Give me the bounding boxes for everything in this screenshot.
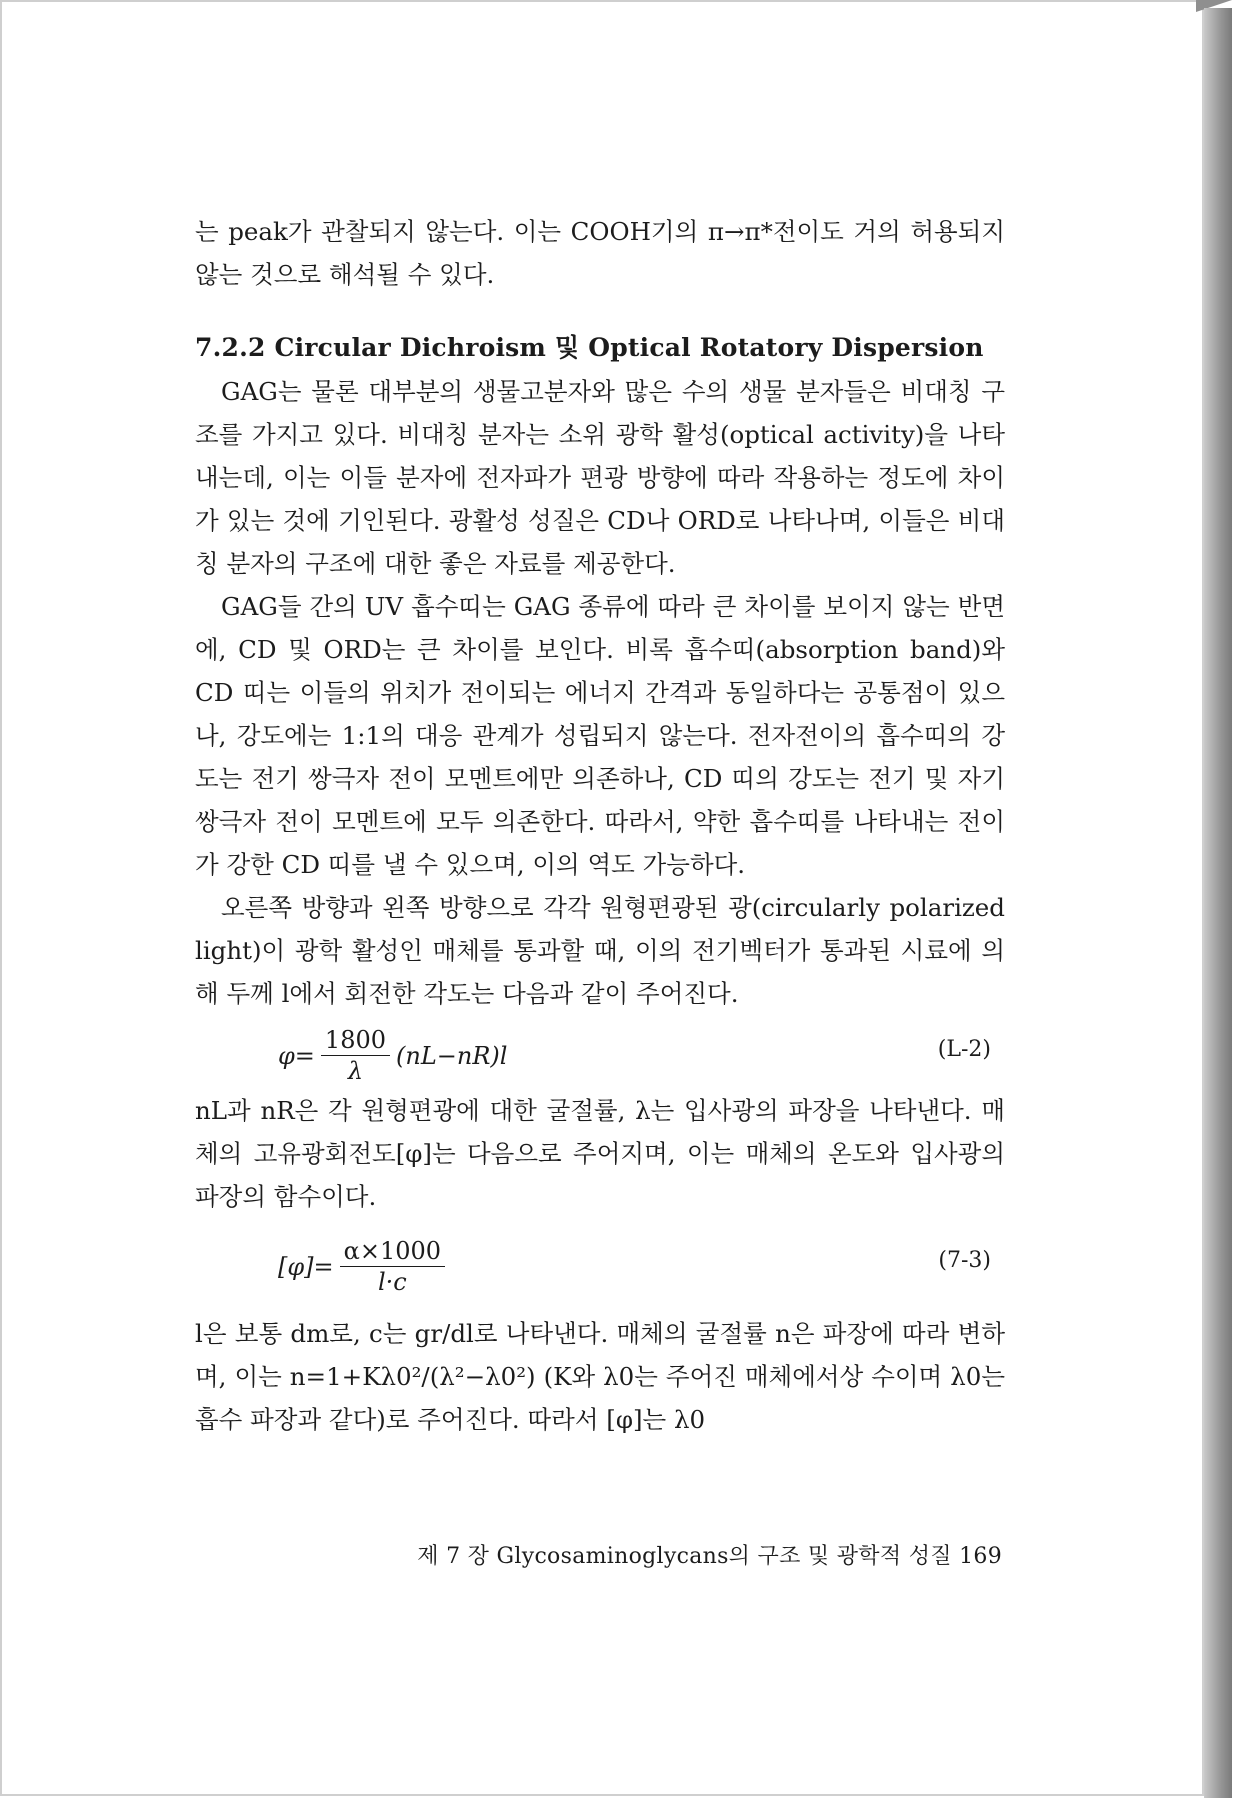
eq1-lhs: φ=	[278, 1041, 315, 1070]
paragraph-cd-ord: GAG들 간의 UV 흡수띠는 GAG 종류에 따라 큰 차이를 보이지 않는 반면에, CD 및 ORD는 큰 차이를 보인다. 비록 흡수띠(absorption band)와 CD 띠는 이들의 위치가 전이되는 에너지 간격과 동일하다는 공통점이 있으나, 강도에는 1:1의 대응 관계가 성립되지 않는다. 전자전이의 흡수띠의 강도는 전기 쌍극자 전이 모멘트에만 의존하나, CD 띠의 강도는 전기 및 자기 쌍극자 전이 모멘트에 모두 의존한다. 따라서, 약한 흡수띠를 나타내는 전이가 강한 CD 띠를 낼 수 있으며, 이의 역도 가능하다.	[195, 592, 1005, 879]
eq1-number: (L-2)	[937, 1037, 991, 1062]
eq2-numerator: α×1000	[340, 1236, 445, 1267]
eq2-number: (7-3)	[938, 1248, 991, 1273]
section-heading: 7.2.2 Circular Dichroism 및 Optical Rotatory Dispersion	[195, 333, 984, 362]
page-footer: 제 7 장 Glycosaminoglycans의 구조 및 광학적 성질 169	[417, 1544, 1002, 1569]
page-edge-shadow	[1204, 8, 1232, 1798]
eq2-denominator: l·c	[377, 1268, 407, 1296]
continuation-paragraph: 는 peak가 관찰되지 않는다. 이는 COOH기의 π→π*전이도 거의 허용되지 않는 것으로 해석될 수 있다.	[195, 217, 1005, 289]
eq2-lhs: [φ]=	[278, 1252, 334, 1281]
paragraph-rotation: 오른쪽 방향과 왼쪽 방향으로 각각 원형편광된 광(circularly polarized light)이 광학 활성인 매체를 통과할 때, 이의 전기벡터가 통과된 시료에 의해 두께 l에서 회전한 각도는 다음과 같이 주어진다.	[195, 893, 1005, 1008]
eq1-denominator: λ	[347, 1057, 364, 1085]
equation-rotation-angle	[195, 1015, 1005, 1089]
eq1-numerator: 1800	[321, 1025, 390, 1056]
paragraph-optical-activity: GAG는 물론 대부분의 생물고분자와 많은 수의 생물 분자들은 비대칭 구조를 가지고 있다. 비대칭 분자는 소위 광학 활성(optical activity)을 나타내는데, 이는 이들 분자에 전자파가 편광 방향에 따라 작용하는 정도에 차이가 있는 것에 기인된다. 광활성 성질은 CD나 ORD로 나타나며, 이들은 비대칭 분자의 구조에 대한 좋은 자료를 제공한다.	[195, 377, 1005, 578]
paragraph-refractive-index: l은 보통 dm로, c는 gr/dl로 나타낸다. 매체의 굴절률 n은 파장에 따라 변하며, 이는 n=1+Kλ0²/(λ²−λ0²) (K와 λ0는 주어진 매체에서상 수이며 λ0는 흡수 파장과 같다)로 주어진다. 따라서 [φ]는 λ0	[195, 1319, 1005, 1434]
eq2-fraction	[340, 1236, 445, 1297]
equation-specific-rotation	[195, 1226, 1005, 1312]
paragraph-specific-rotation: nL과 nR은 각 원형편광에 대한 굴절률, λ는 입사광의 파장을 나타낸다. 매체의 고유광회전도[φ]는 다음으로 주어지며, 이는 매체의 온도와 입사광의 파장의 함수이다.	[195, 1096, 1005, 1211]
eq1-fraction	[321, 1025, 390, 1086]
eq1-rhs: (nL−nR)l	[396, 1041, 508, 1070]
page-content	[195, 210, 1005, 1441]
